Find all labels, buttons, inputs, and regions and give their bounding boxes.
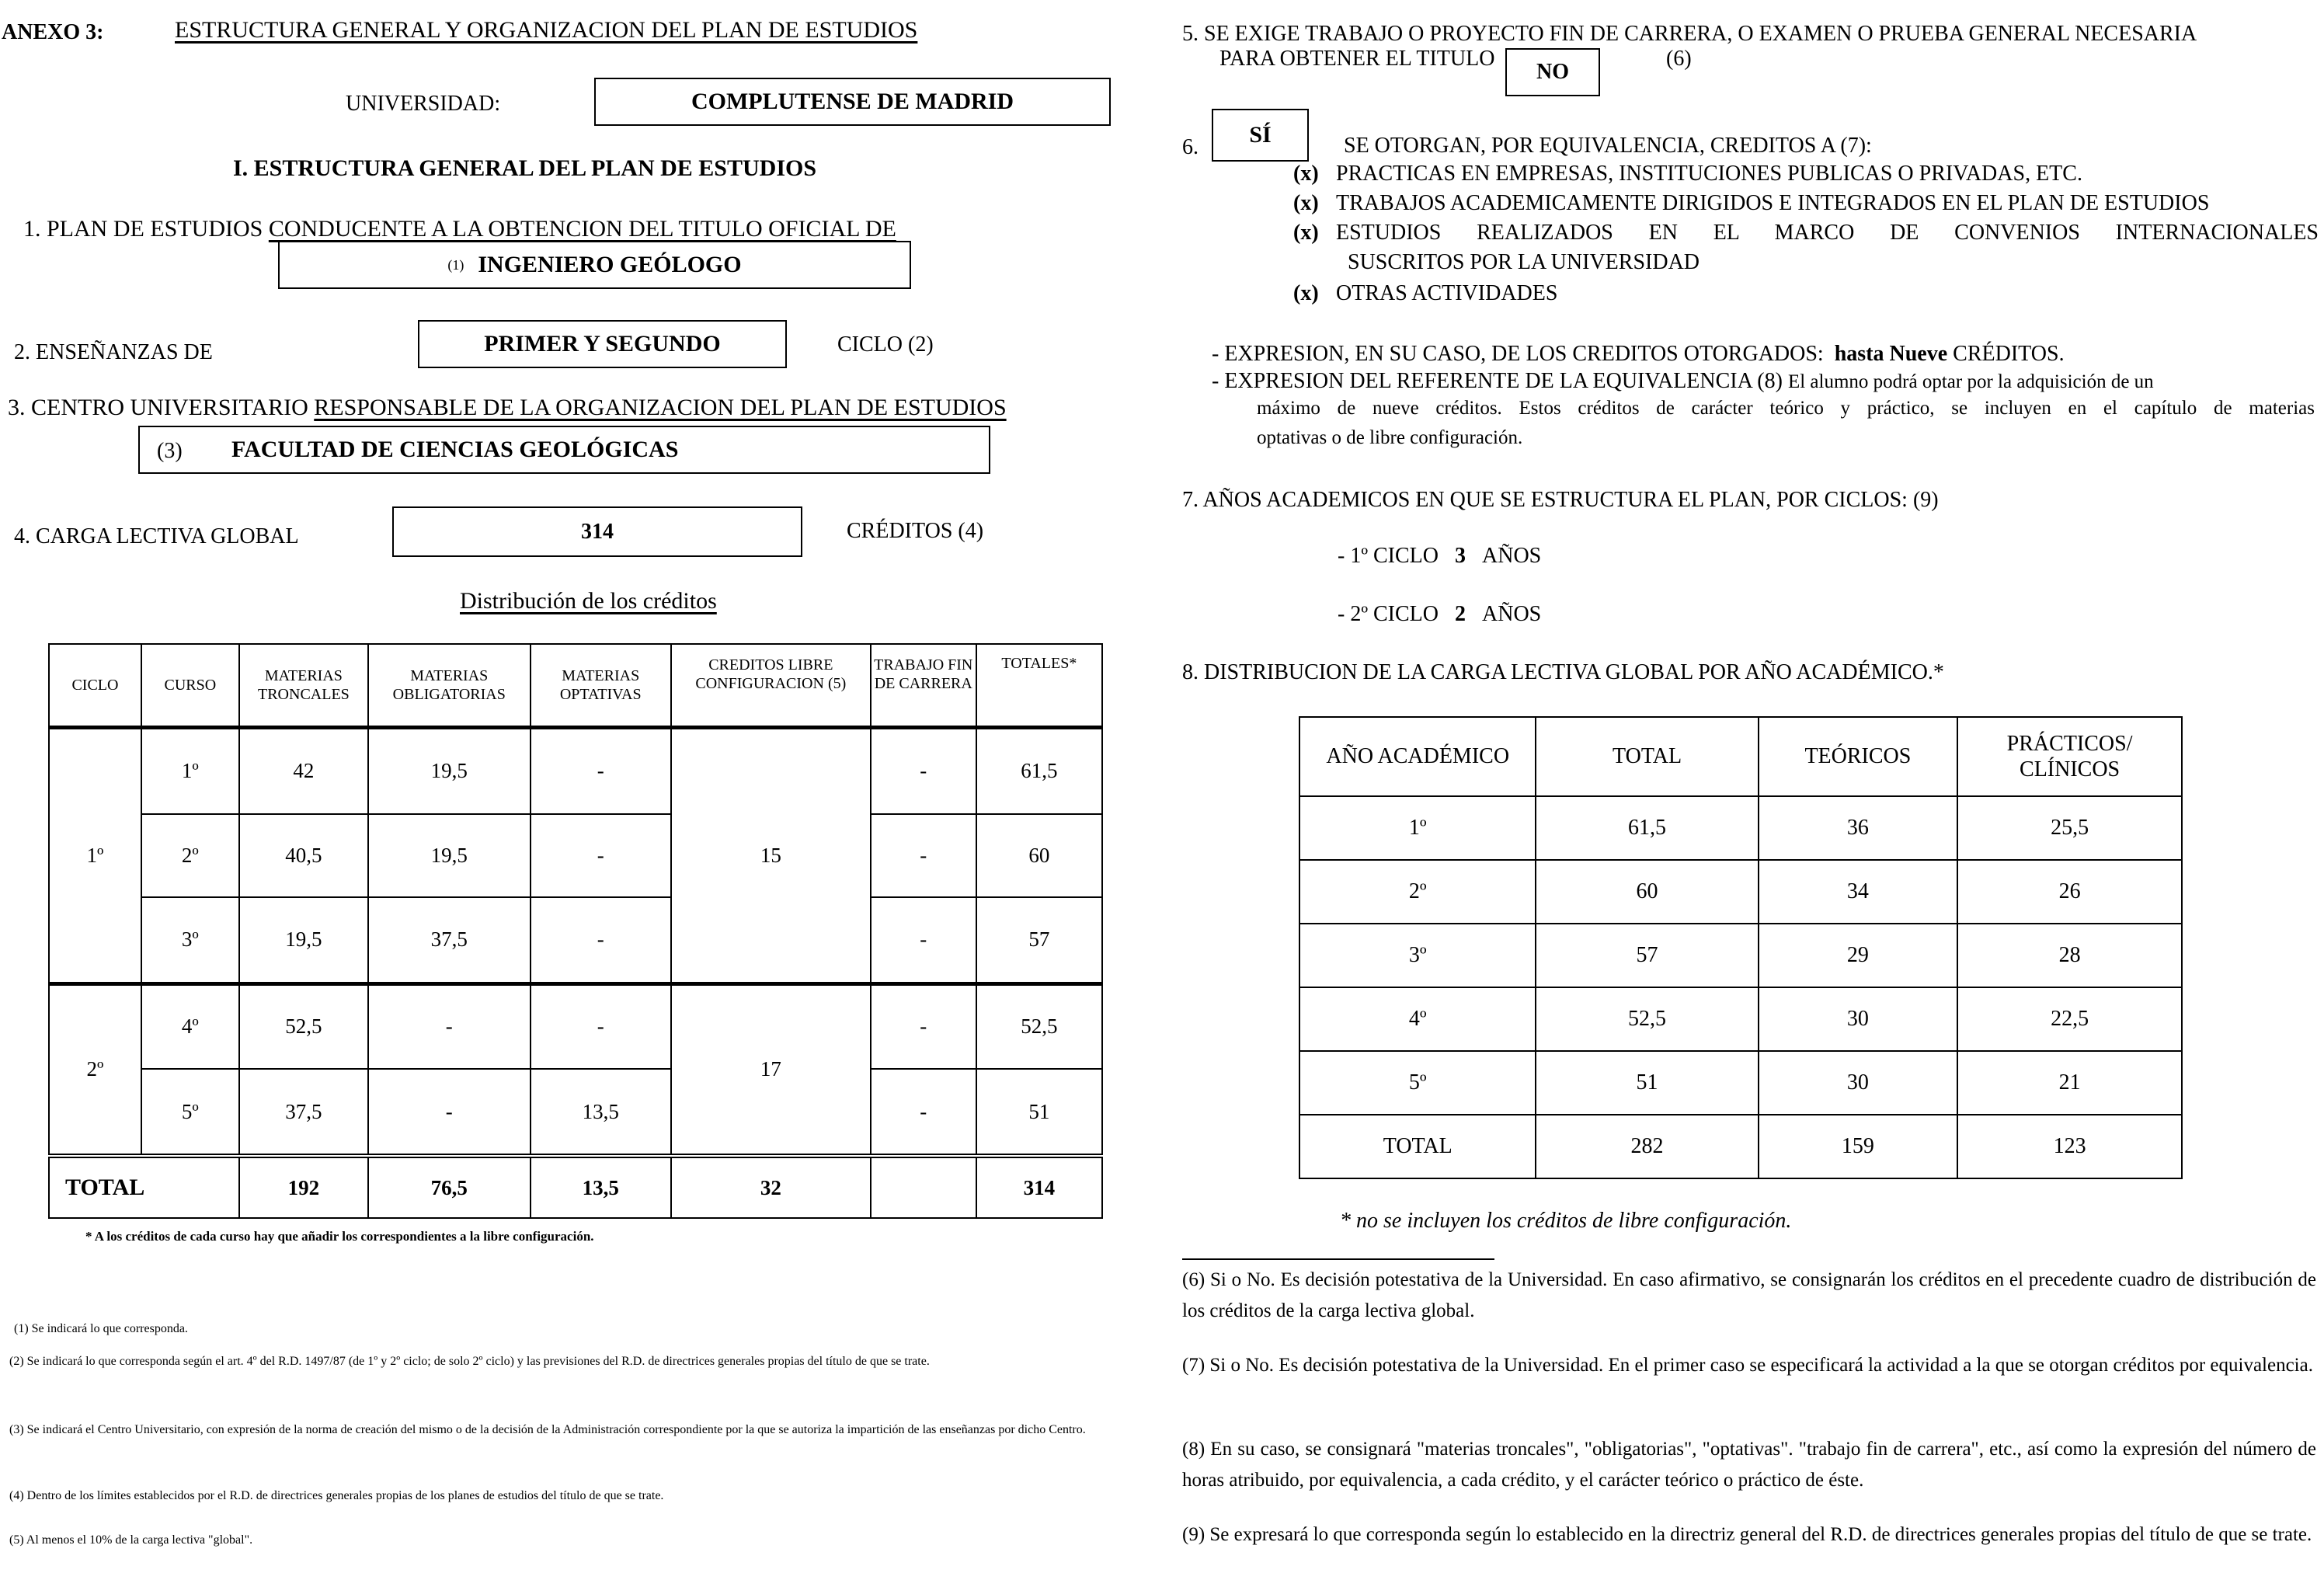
total-obligatorias: 76,5 <box>368 1156 531 1218</box>
col-header: TOTALES* <box>976 644 1102 727</box>
item4-label: 4. CARGA LECTIVA GLOBAL <box>14 524 299 548</box>
year-cell: 3º <box>1299 924 1536 987</box>
footnote: (9) Se expresará lo que corresponda según lo establecido en la directriz general del R.D. de directrices generales propias del título de que se trate. <box>1182 1524 2312 1545</box>
table-header-row <box>49 644 1102 727</box>
cycle-cell: 1º <box>49 727 141 983</box>
table-total-row <box>49 1156 1102 1218</box>
practice-cell: 21 <box>1957 1051 2182 1115</box>
table-total-row <box>1299 1115 2182 1178</box>
cycle2-years: - 2º CICLO 2 AÑOS <box>1338 602 1542 626</box>
optativas-cell: - <box>531 727 671 814</box>
trabajo-cell: - <box>871 1069 976 1156</box>
troncales-cell: 40,5 <box>239 814 368 897</box>
troncales-cell: 37,5 <box>239 1069 368 1156</box>
col-header: TRABAJO FIN DE CARRERA <box>871 644 976 727</box>
cycle-cell: 2º <box>49 983 141 1156</box>
year-cell: 2º <box>1299 860 1536 924</box>
curso-cell: 4º <box>141 983 239 1069</box>
total-optativas: 13,5 <box>531 1156 671 1218</box>
table-row <box>1299 924 2182 987</box>
equivalence-option: (x) OTRAS ACTIVIDADES <box>1293 281 1558 305</box>
footnote: (5) Al menos el 10% de la carga lectiva "global". <box>9 1533 253 1547</box>
col-header: MATERIAS OBLIGATORIAS <box>368 644 531 727</box>
optativas-cell: - <box>531 897 671 983</box>
obligatorias-cell: 37,5 <box>368 897 531 983</box>
footnote-divider <box>1182 1258 1494 1260</box>
theory-cell: 36 <box>1759 796 1958 860</box>
footnote: (7) Si o No. Es decisión potestativa de la Universidad. En el primer caso se especificará la actividad a la que se otorgan créditos por equivalencia. <box>1182 1355 2313 1376</box>
item5-line1: 5. SE EXIGE TRABAJO O PROYECTO FIN DE CARRERA, O EXAMEN O PRUEBA GENERAL NECESARIA <box>1182 22 2197 46</box>
footnote: (3) Se indicará el Centro Universitario, con expresión de la norma de creación del mismo o de la decisión de la Administración correspondiente por la que se autoriza la impartición de las enseñanzas por dicho Centro. <box>9 1423 1086 1436</box>
obligatorias-cell: 19,5 <box>368 814 531 897</box>
col-header: TOTAL <box>1536 717 1758 796</box>
footnote: (1) Se indicará lo que corresponda. <box>14 1322 188 1335</box>
table-row <box>1299 1051 2182 1115</box>
academic-table-note: * no se incluyen los créditos de libre configuración. <box>1340 1209 1792 1233</box>
university-value: COMPLUTENSE DE MADRID <box>691 89 1014 114</box>
col-header: AÑO ACADÉMICO <box>1299 717 1536 796</box>
practice-cell: 25,5 <box>1957 796 2182 860</box>
option-mark: (x) <box>1293 191 1319 215</box>
year-cell: 5º <box>1299 1051 1536 1115</box>
item8-heading: 8. DISTRIBUCION DE LA CARGA LECTIVA GLOBAL POR AÑO ACADÉMICO.* <box>1182 660 1944 684</box>
granted-credits: - EXPRESION, EN SU CASO, DE LOS CREDITOS OTORGADOS: hasta Nueve CRÉDITOS. <box>1212 342 2065 366</box>
total-cell: 52,5 <box>1536 987 1758 1051</box>
curso-cell: 2º <box>141 814 239 897</box>
item5-value: NO <box>1536 60 1569 84</box>
equivalence-option: (x) TRABAJOS ACADEMICAMENTE DIRIGIDOS E INTEGRADOS EN EL PLAN DE ESTUDIOS <box>1293 191 2210 215</box>
theory-cell: 30 <box>1759 987 1958 1051</box>
col-header: PRÁCTICOS/ CLÍNICOS <box>1957 717 2182 796</box>
total-cell: 282 <box>1536 1115 1758 1178</box>
total-cell: 61,5 <box>976 727 1102 814</box>
credits-table-note: * A los créditos de cada curso hay que añadir los correspondientes a la libre configuración. <box>85 1229 594 1244</box>
equivalence-reference-line2: máximo de nueve créditos. Estos créditos de carácter teórico y práctico, se incluyen en el capítulo de materias <box>1257 398 2315 419</box>
item1-heading: 1. PLAN DE ESTUDIOS CONDUCENTE A LA OBTENCION DEL TITULO OFICIAL DE <box>23 216 896 242</box>
libre-cell: 17 <box>671 983 871 1156</box>
libre-cell: 15 <box>671 727 871 983</box>
item1-note: (1) <box>447 256 464 273</box>
col-header: MATERIAS TRONCALES <box>239 644 368 727</box>
practice-cell: 28 <box>1957 924 2182 987</box>
col-header: CICLO <box>49 644 141 727</box>
total-cell: 52,5 <box>976 983 1102 1069</box>
optativas-cell: - <box>531 814 671 897</box>
option-mark: (x) <box>1293 162 1319 186</box>
university-label: UNIVERSIDAD: <box>346 92 501 116</box>
total-cell: 51 <box>976 1069 1102 1156</box>
annex-title: ESTRUCTURA GENERAL Y ORGANIZACION DEL PLAN DE ESTUDIOS <box>175 17 918 43</box>
table-row <box>49 814 1102 897</box>
item5-box <box>1505 48 1600 96</box>
item6-value: SÍ <box>1249 122 1272 148</box>
cycles-value: PRIMER Y SEGUNDO <box>484 331 721 357</box>
item2-suffix: CICLO (2) <box>837 332 934 357</box>
obligatorias-cell: 19,5 <box>368 727 531 814</box>
footnote: (4) Dentro de los límites establecidos por el R.D. de directrices generales propias de los planes de estudios del título de que se trate. <box>9 1489 664 1502</box>
item5-note: (6) <box>1666 47 1692 71</box>
total-troncales: 192 <box>239 1156 368 1218</box>
distribution-title: Distribución de los créditos <box>460 588 717 614</box>
year-cell: 1º <box>1299 796 1536 860</box>
col-header: CURSO <box>141 644 239 727</box>
col-header: MATERIAS OPTATIVAS <box>531 644 671 727</box>
total-cell: 60 <box>1536 860 1758 924</box>
cycles-box <box>418 320 787 368</box>
col-header: CREDITOS LIBRE CONFIGURACION (5) <box>671 644 871 727</box>
troncales-cell: 42 <box>239 727 368 814</box>
practice-cell: 22,5 <box>1957 987 2182 1051</box>
credits-table <box>48 643 1103 1219</box>
total-label: TOTAL <box>49 1156 239 1218</box>
item6-number: 6. <box>1182 135 1199 159</box>
equivalence-option-cont: SUSCRITOS POR LA UNIVERSIDAD <box>1348 250 1700 274</box>
item3-underlined: RESPONSABLE DE LA ORGANIZACION DEL PLAN DE ESTUDIOS <box>314 395 1007 420</box>
item2-label: 2. ENSEÑANZAS DE <box>14 340 213 364</box>
option-mark: (x) <box>1293 221 1319 245</box>
total-cell: 51 <box>1536 1051 1758 1115</box>
year-cell: 4º <box>1299 987 1536 1051</box>
optativas-cell: 13,5 <box>531 1069 671 1156</box>
section-heading: I. ESTRUCTURA GENERAL DEL PLAN DE ESTUDIOS <box>233 155 817 181</box>
university-box <box>594 78 1111 126</box>
trabajo-cell: - <box>871 814 976 897</box>
item6-text: SE OTORGAN, POR EQUIVALENCIA, CREDITOS A (7): <box>1344 134 1872 158</box>
option-mark: (x) <box>1293 281 1319 305</box>
obligatorias-cell: - <box>368 1069 531 1156</box>
faculty-box <box>138 426 990 474</box>
troncales-cell: 52,5 <box>239 983 368 1069</box>
footnote: (8) En su caso, se consignará "materias troncales", "obligatorias", "optativas". "trabajo fin de carrera", etc., así como la expresión del número de horas atribuido, por equivalencia, a cada crédito, y el carácter teórico o práctico de éste. <box>1182 1439 2316 1491</box>
total-cell: 61,5 <box>1536 796 1758 860</box>
load-box <box>392 506 802 557</box>
col-header: TEÓRICOS <box>1759 717 1958 796</box>
item3-note: (3) <box>157 439 183 463</box>
trabajo-cell: - <box>871 897 976 983</box>
trabajo-cell: - <box>871 727 976 814</box>
item5-line2: PARA OBTENER EL TITULO <box>1219 47 1495 71</box>
annex-label: ANEXO 3: <box>2 20 104 44</box>
troncales-cell: 19,5 <box>239 897 368 983</box>
table-row <box>1299 860 2182 924</box>
item4-suffix: CRÉDITOS (4) <box>847 519 984 543</box>
item1-underlined: CONDUCENTE A LA OBTENCION DEL TITULO OFICIAL DE <box>268 216 896 242</box>
academic-year-table <box>1299 716 2183 1179</box>
table-row <box>49 1069 1102 1156</box>
footnote: (6) Si o No. Es decisión potestativa de la Universidad. En caso afirmativo, se consignarán los créditos en el precedente cuadro de distribución de los créditos de la carga lectiva global. <box>1182 1269 2316 1321</box>
practice-cell: 26 <box>1957 860 2182 924</box>
degree-value: INGENIERO GEÓLOGO <box>478 252 742 277</box>
item6-box <box>1212 109 1309 162</box>
total-total: 314 <box>976 1156 1102 1218</box>
optativas-cell: - <box>531 983 671 1069</box>
equivalence-reference-line3: optativas o de libre configuración. <box>1257 427 1523 448</box>
equivalence-option: (x) PRACTICAS EN EMPRESAS, INSTITUCIONES PUBLICAS O PRIVADAS, ETC. <box>1293 162 2082 186</box>
faculty-value: FACULTAD DE CIENCIAS GEOLÓGICAS <box>231 437 679 462</box>
theory-cell: 159 <box>1759 1115 1958 1178</box>
equivalence-option: (x) ESTUDIOS REALIZADOS EN EL MARCO DE CONVENIOS INTERNACIONALES <box>1293 221 2319 245</box>
table-row <box>49 897 1102 983</box>
footnote: (2) Se indicará lo que corresponda según el art. 4º del R.D. 1497/87 (de 1º y 2º ciclo; de solo 2º ciclo) y las previsiones del R.D. de directrices generales propias del título de que se trate. <box>9 1355 930 1368</box>
curso-cell: 5º <box>141 1069 239 1156</box>
year-cell: TOTAL <box>1299 1115 1536 1178</box>
total-libre: 32 <box>671 1156 871 1218</box>
curso-cell: 3º <box>141 897 239 983</box>
total-cell: 60 <box>976 814 1102 897</box>
load-value: 314 <box>581 519 614 544</box>
table-row <box>49 983 1102 1069</box>
cycle1-years: - 1º CICLO 3 AÑOS <box>1338 544 1542 568</box>
practice-cell: 123 <box>1957 1115 2182 1178</box>
theory-cell: 29 <box>1759 924 1958 987</box>
table-header-row <box>1299 717 2182 796</box>
total-cell: 57 <box>1536 924 1758 987</box>
trabajo-cell: - <box>871 983 976 1069</box>
table-row <box>49 727 1102 814</box>
total-trabajo <box>871 1156 976 1218</box>
degree-box <box>278 241 911 289</box>
total-cell: 57 <box>976 897 1102 983</box>
item7-heading: 7. AÑOS ACADEMICOS EN QUE SE ESTRUCTURA EL PLAN, POR CICLOS: (9) <box>1182 488 1939 512</box>
curso-cell: 1º <box>141 727 239 814</box>
equivalence-reference: - EXPRESION DEL REFERENTE DE LA EQUIVALENCIA (8) El alumno podrá optar por la adquisición de un <box>1212 369 2154 393</box>
item3-heading: 3. CENTRO UNIVERSITARIO RESPONSABLE DE LA ORGANIZACION DEL PLAN DE ESTUDIOS <box>8 395 1007 420</box>
theory-cell: 34 <box>1759 860 1958 924</box>
obligatorias-cell: - <box>368 983 531 1069</box>
table-row <box>1299 987 2182 1051</box>
table-row <box>1299 796 2182 860</box>
theory-cell: 30 <box>1759 1051 1958 1115</box>
